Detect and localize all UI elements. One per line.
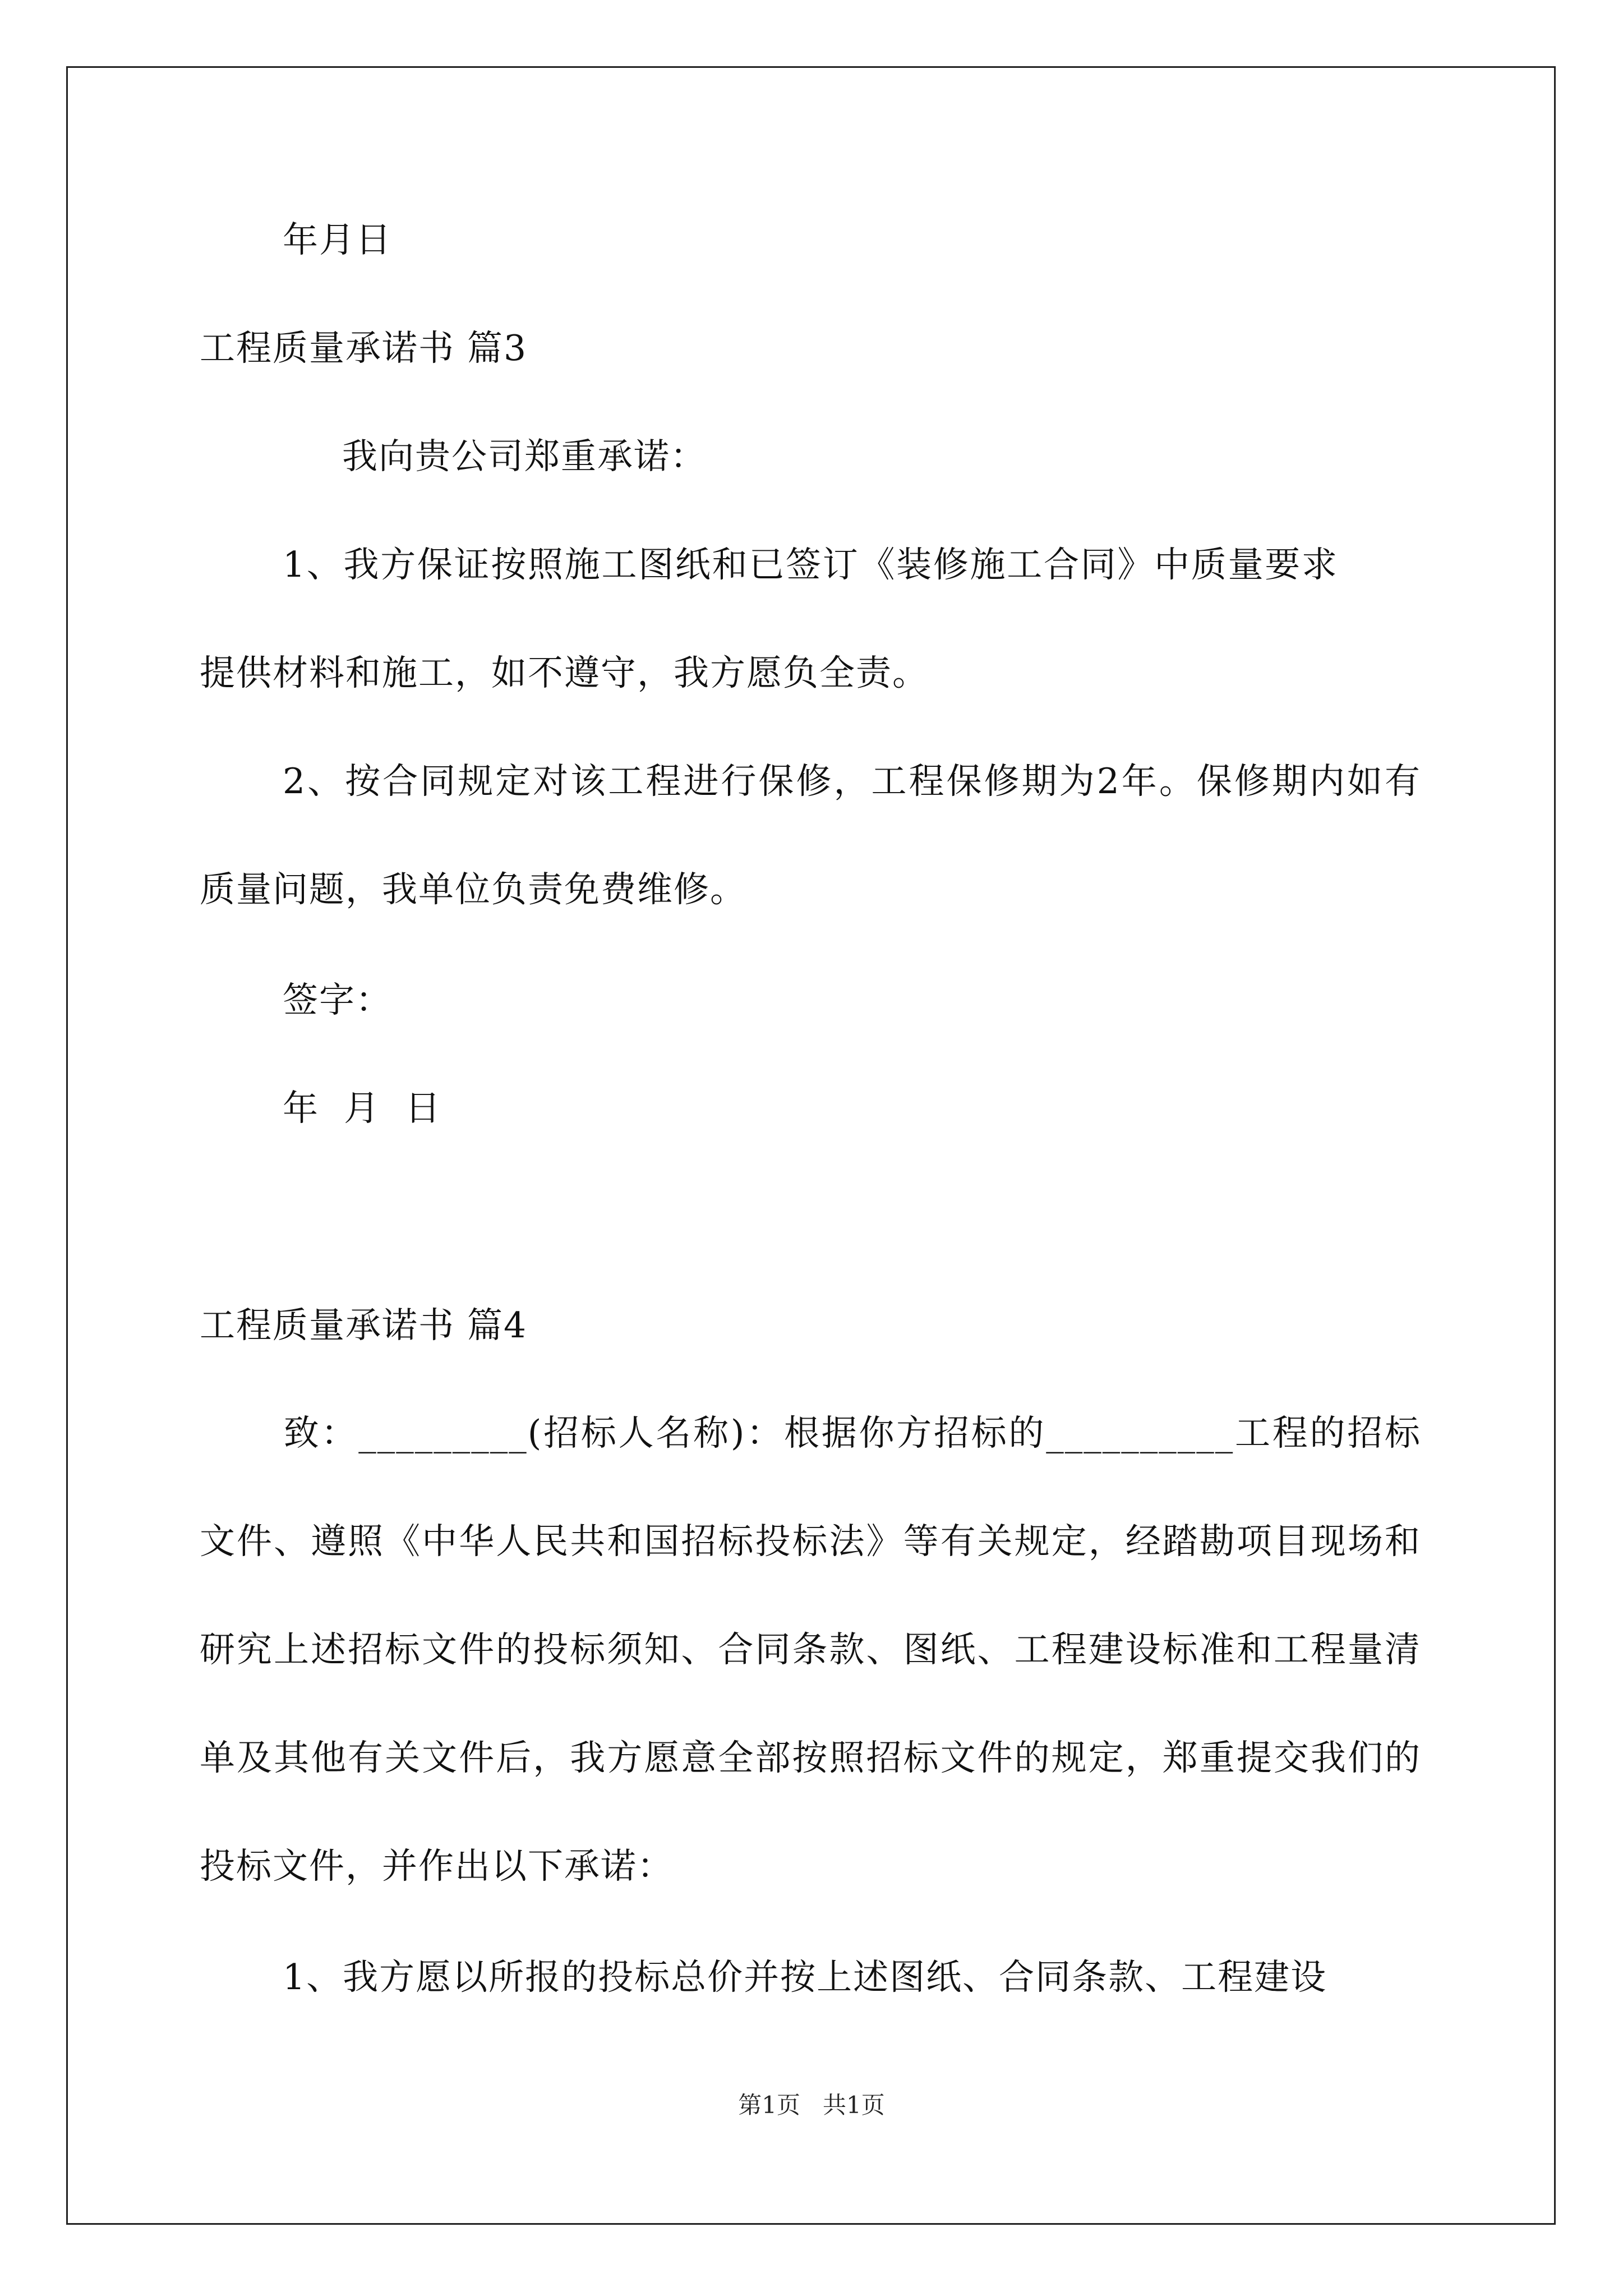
signature-label: 签字： bbox=[283, 979, 392, 1020]
tender-paragraph: 致：_________(招标人名称)：根据你方招标的__________工程的招标文件、遵照《中华人民共和国招标投标法》等有关规定，经踏勘项目现场和研究上述招标文件的投标须知、合同条款、图纸、工程建设标准和工程量清单及其他有关文件后，我方愿意全部按照招标文件的规定，郑重提交我们的投标文件，并作出以下承诺： bbox=[200, 1412, 1421, 1887]
promise-item-1: 1、我方保证按照施工图纸和已签订《装修施工合同》中质量要求提供材料和施工，如不遵守，我方愿负全责。 bbox=[200, 544, 1338, 693]
date-line-2: 年 月 日 bbox=[283, 1088, 442, 1129]
promise-item-2: 2、按合同规定对该工程进行保修，工程保修期为2年。保修期内如有质量问题，我单位负责免费维修。 bbox=[200, 761, 1421, 910]
date-line: 年月日 bbox=[283, 219, 392, 260]
tender-item-1: 1、我方愿以所报的投标总价并按上述图纸、合同条款、工程建设 bbox=[283, 1957, 1327, 1998]
page-footer: 第1页 共1页 bbox=[738, 2091, 885, 2119]
promise-intro: 我向贵公司郑重承诺： bbox=[342, 436, 707, 477]
section-heading-3: 工程质量承诺书 篇3 bbox=[200, 328, 528, 369]
section-heading-4: 工程质量承诺书 篇4 bbox=[200, 1305, 528, 1346]
